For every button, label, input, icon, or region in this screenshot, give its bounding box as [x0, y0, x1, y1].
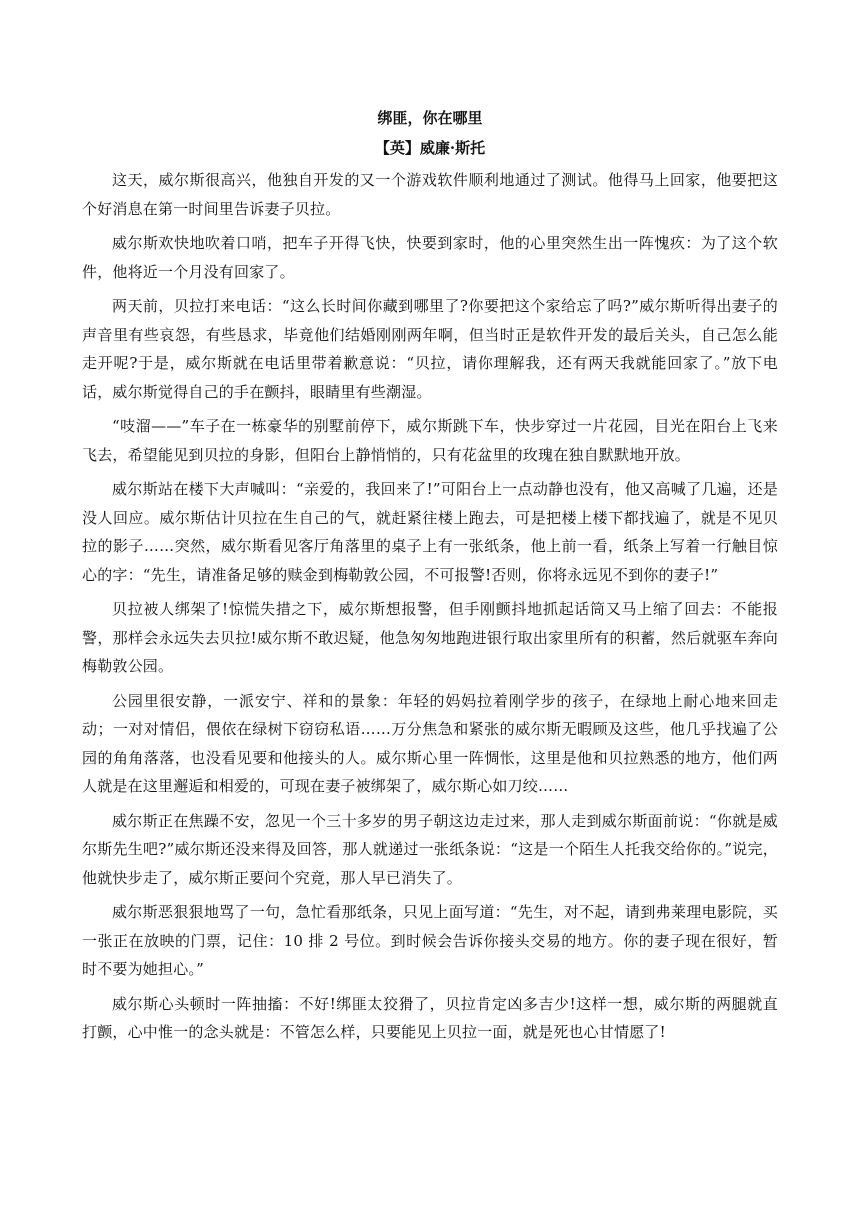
- paragraph: 这天，威尔斯很高兴，他独自开发的又一个游戏软件顺利地通过了测试。他得马上回家，他要把这个好消息在第一时间里告诉妻子贝拉。: [82, 171, 778, 218]
- story-author: 【英】威廉·斯托: [374, 139, 486, 157]
- paragraph: 威尔斯欢快地吹着口哨，把车子开得飞快，快要到家时，他的心里突然生出一阵愧疚：为了这个软件，他将近一个月没有回家了。: [82, 234, 778, 281]
- paragraph: 威尔斯正在焦躁不安，忽见一个三十多岁的男子朝这边走过来，那人走到威尔斯面前说：“你就是威尔斯先生吧?”威尔斯还没来得及回答，那人就递过一张纸条说：“这是一个陌生人托我交给你的。”说完，他就快步走了，威尔斯正要问个究竟，那人早已消失了。: [82, 811, 778, 887]
- story-title: 绑匪，你在哪里: [377, 109, 483, 127]
- paragraph: 威尔斯站在楼下大声喊叫：“亲爱的，我回来了!”可阳台上一点动静也没有，他又高喊了几遍，还是没人回应。威尔斯估计贝拉在生自己的气，就赶紧往楼上跑去，可是把楼上楼下都找遍了，就是不见贝拉的影子……突然，威尔斯看见客厅角落里的桌子上有一张纸条，他上前一看，纸条上写着一行触目惊心的字：“先生，请准备足够的赎金到梅勒敦公园，不可报警!否则，你将永远见不到你的妻子!”: [82, 480, 778, 584]
- paragraph: 贝拉被人绑架了!惊慌失措之下，威尔斯想报警，但手刚颤抖地抓起话筒又马上缩了回去：不能报警，那样会永远失去贝拉!威尔斯不敢迟疑，他急匆匆地跑进银行取出家里所有的积蓄，然后就驱车奔向梅勒敦公园。: [82, 600, 778, 675]
- paragraph: “吱溜——”车子在一栋豪华的别墅前停下，威尔斯跳下车，快步穿过一片花园，目光在阳台上飞来飞去，希望能见到贝拉的身影，但阳台上静悄悄的，只有花盆里的玫瑰在独自默默地开放。: [82, 417, 778, 464]
- paragraph: 公园里很安静，一派安宁、祥和的景象：年轻的妈妈拉着刚学步的孩子，在绿地上耐心地来回走动；一对对情侣，偎依在绿树下窃窃私语……万分焦急和紧张的威尔斯无暇顾及这些，他几乎找遍了公园的角角落落，也没看见要和他接头的人。威尔斯心里一阵惆怅，这里是他和贝拉熟悉的地方，他们两人就是在这里邂逅和相爱的，可现在妻子被绑架了，威尔斯心如刀绞……: [82, 691, 778, 795]
- paragraph: 威尔斯心头顿时一阵抽搐：不好!绑匪太狡猾了，贝拉肯定凶多吉少!这样一想，威尔斯的两腿就直打颤，心中惟一的念头就是：不管怎么样，只要能见上贝拉一面，就是死也心甘情愿了!: [82, 994, 778, 1041]
- paragraph: 两天前，贝拉打来电话：“这么长时间你藏到哪里了?你要把这个家给忘了吗?”威尔斯听得出妻子的声音里有些哀怨，有些恳求，毕竟他们结婚刚刚两年啊，但当时正是软件开发的最后关头，自己怎么能走开呢?于是，威尔斯就在电话里带着歉意说：“贝拉，请你理解我，还有两天我就能回家了。”放下电话，威尔斯觉得自己的手在颤抖，眼睛里有些潮湿。: [82, 297, 778, 401]
- paragraph: 威尔斯恶狠狠地骂了一句，急忙看那纸条，只见上面写道：“先生，对不起，请到弗莱理电影院，买一张正在放映的门票，记住：10 排 2 号位。到时候会告诉你接头交易的地方。你的妻子现在很好，暂时不要为她担心。”: [82, 903, 778, 978]
- story-body: [82, 166, 778, 1047]
